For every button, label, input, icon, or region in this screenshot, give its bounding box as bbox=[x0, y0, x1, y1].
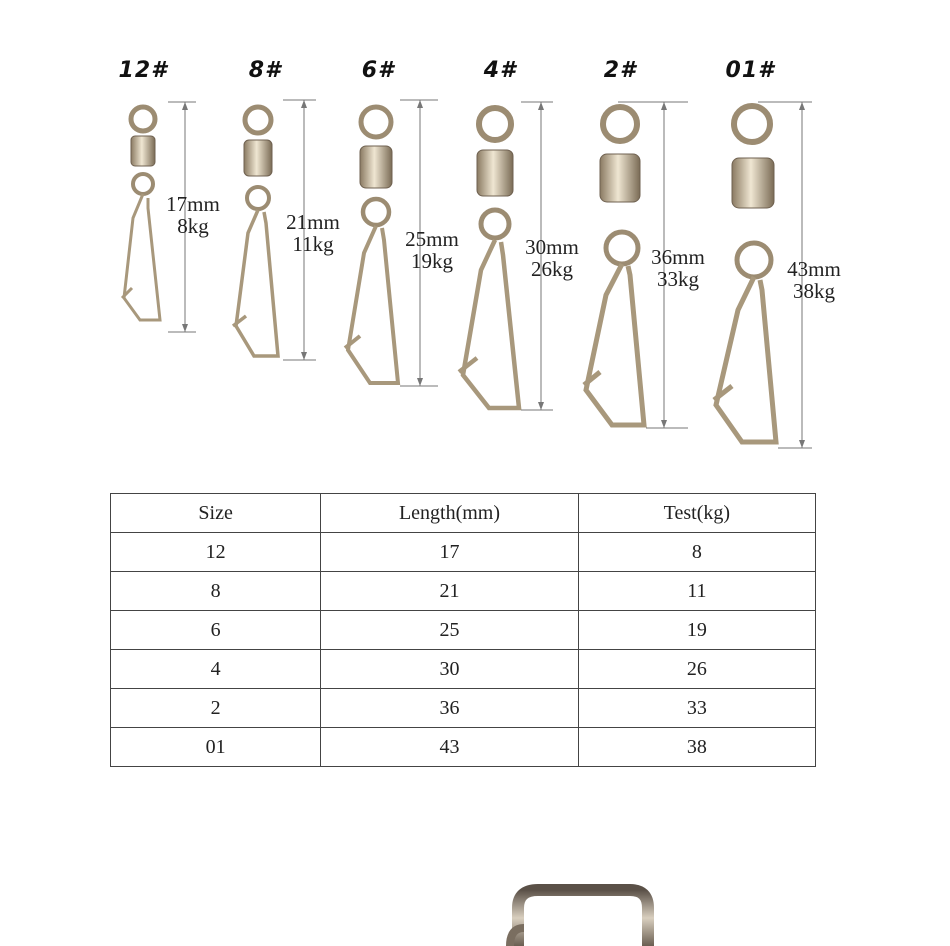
spec-table bbox=[110, 493, 816, 767]
size-label-6: 6# bbox=[361, 58, 395, 83]
table-cell: 2 bbox=[111, 689, 321, 728]
table-cell: 6 bbox=[111, 611, 321, 650]
swivel-8-measure bbox=[276, 211, 350, 255]
swivel-closeup-image bbox=[480, 870, 680, 946]
header-size: Size bbox=[111, 494, 321, 533]
swivel-12-length: 17mm bbox=[166, 192, 220, 216]
table-cell: 01 bbox=[111, 728, 321, 767]
size-label-8: 8# bbox=[248, 58, 282, 83]
swivel-4-test: 26kg bbox=[531, 257, 573, 281]
table-cell: 43 bbox=[321, 728, 578, 767]
table-cell: 26 bbox=[578, 650, 815, 689]
table-row bbox=[111, 572, 816, 611]
swivel-6-length: 25mm bbox=[405, 227, 459, 251]
table-row bbox=[111, 650, 816, 689]
header-length: Length(mm) bbox=[321, 494, 578, 533]
header-test: Test(kg) bbox=[578, 494, 815, 533]
table-cell: 4 bbox=[111, 650, 321, 689]
table-cell: 21 bbox=[321, 572, 578, 611]
size-label-01: 01# bbox=[725, 58, 775, 83]
table-cell: 19 bbox=[578, 611, 815, 650]
swivel-01-measure bbox=[776, 258, 852, 302]
table-cell: 8 bbox=[111, 572, 321, 611]
table-row bbox=[111, 689, 816, 728]
table-cell: 36 bbox=[321, 689, 578, 728]
swivel-8-test: 11kg bbox=[292, 232, 334, 256]
swivel-12-measure bbox=[158, 193, 228, 237]
swivel-01-test: 38kg bbox=[793, 279, 835, 303]
table-cell: 17 bbox=[321, 533, 578, 572]
table-cell: 25 bbox=[321, 611, 578, 650]
swivel-12-test: 8kg bbox=[177, 214, 209, 238]
table-cell: 11 bbox=[578, 572, 815, 611]
swivel-2-test: 33kg bbox=[657, 267, 699, 291]
swivel-2-measure bbox=[640, 246, 716, 290]
swivel-8-length: 21mm bbox=[286, 210, 340, 234]
size-label-12: 12# bbox=[118, 58, 168, 83]
swivel-2-length: 36mm bbox=[651, 245, 705, 269]
swivel-6-test: 19kg bbox=[411, 249, 453, 273]
size-label-2: 2# bbox=[603, 58, 637, 83]
table-cell: 38 bbox=[578, 728, 815, 767]
table-cell: 8 bbox=[578, 533, 815, 572]
swivel-01-length: 43mm bbox=[787, 257, 841, 281]
table-row bbox=[111, 533, 816, 572]
size-label-4: 4# bbox=[483, 58, 517, 83]
table-row bbox=[111, 728, 816, 767]
table-cell: 33 bbox=[578, 689, 815, 728]
table-row bbox=[111, 611, 816, 650]
table-cell: 12 bbox=[111, 533, 321, 572]
swivel-4-length: 30mm bbox=[525, 235, 579, 259]
table-header-row bbox=[111, 494, 816, 533]
table-cell: 30 bbox=[321, 650, 578, 689]
